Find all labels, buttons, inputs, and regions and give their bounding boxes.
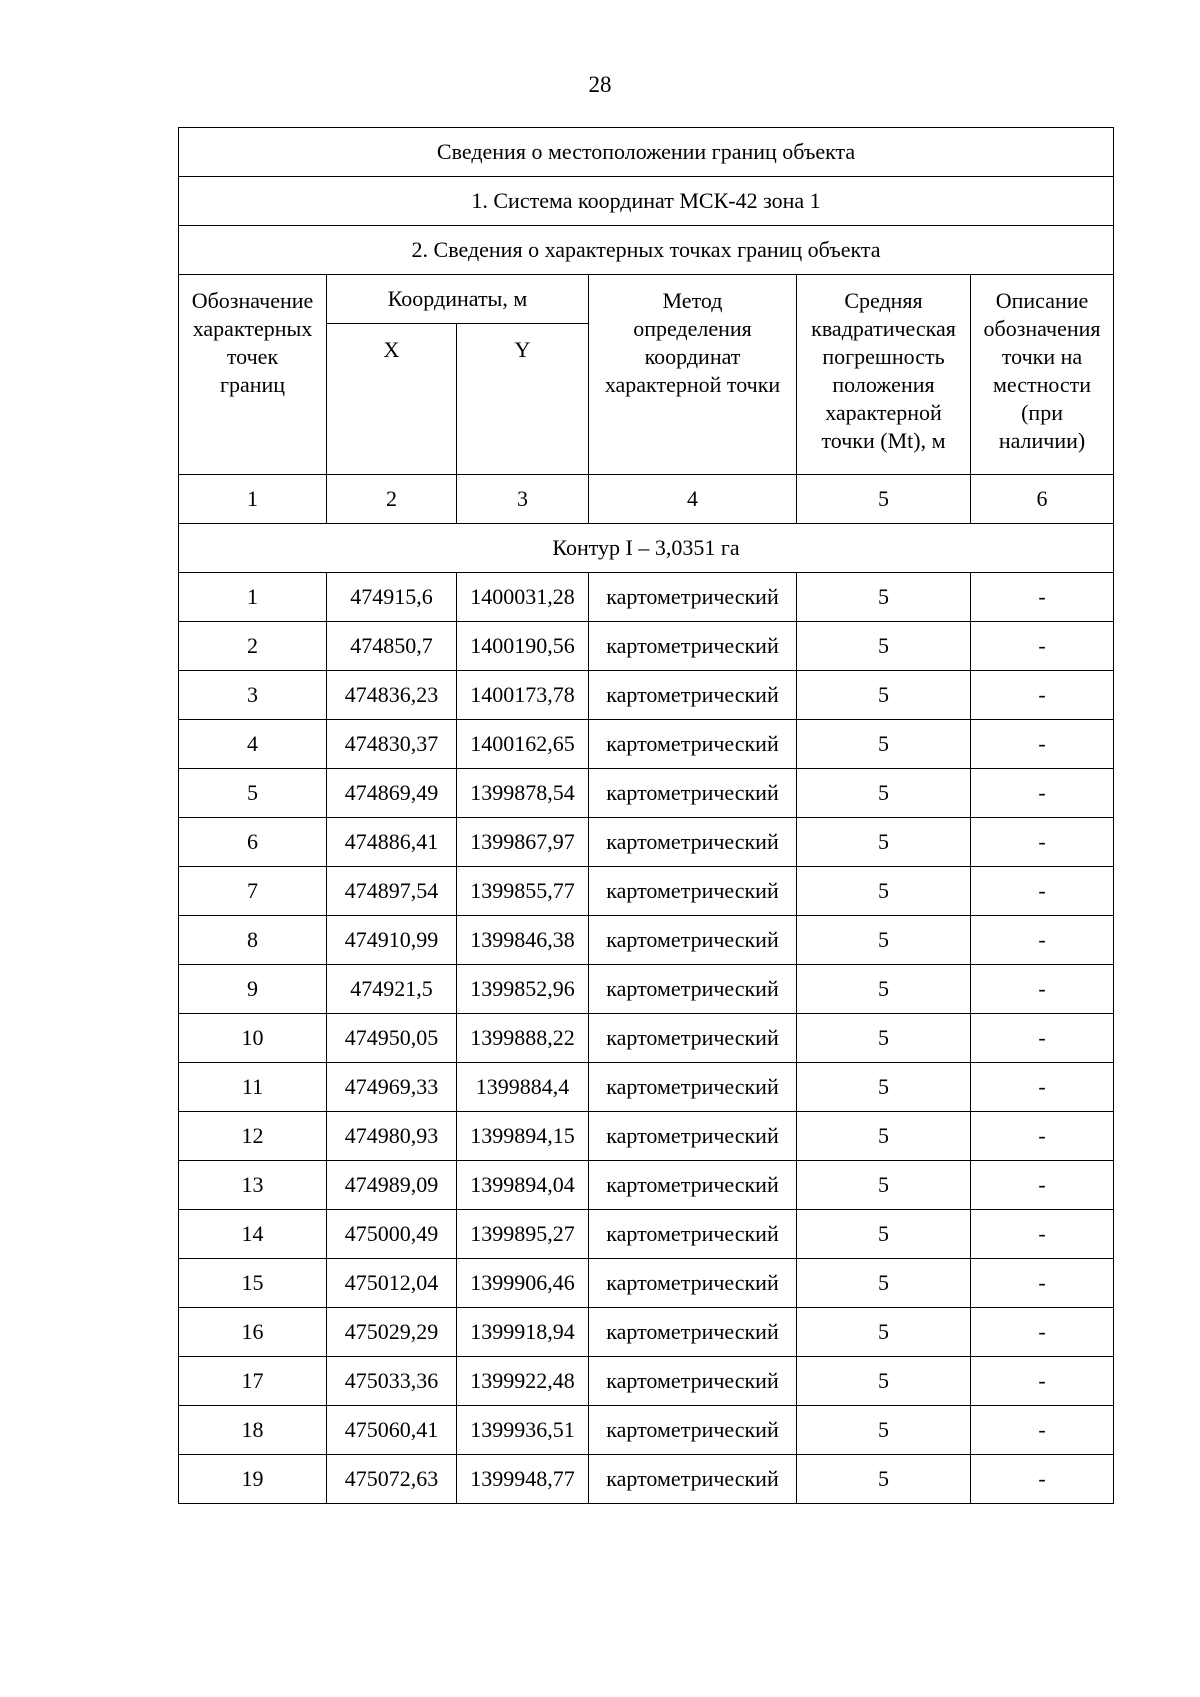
description-cell: - [971,720,1114,769]
error-cell: 5 [797,1308,971,1357]
table-row [179,1455,1114,1504]
x-coordinate-cell: 475033,36 [327,1357,457,1406]
description-cell: - [971,1014,1114,1063]
header-x: X [327,324,457,475]
y-coordinate-cell: 1399852,96 [457,965,589,1014]
column-number: 6 [971,475,1114,524]
method-cell: картометрический [589,867,797,916]
header-line: характерной [825,400,942,425]
x-coordinate-cell: 474830,37 [327,720,457,769]
method-cell: картометрический [589,1161,797,1210]
header-error [797,275,971,475]
header-line: характерной точки [604,372,781,397]
table-row [179,671,1114,720]
point-number-cell: 3 [179,671,327,720]
point-number-cell: 15 [179,1259,327,1308]
description-cell: - [971,1112,1114,1161]
header-line: характерных [192,316,313,341]
point-number-cell: 11 [179,1063,327,1112]
method-cell: картометрический [589,1357,797,1406]
table-row [179,1210,1114,1259]
x-coordinate-cell: 475060,41 [327,1406,457,1455]
y-coordinate-cell: 1399948,77 [457,1455,589,1504]
error-cell: 5 [797,1210,971,1259]
table-row [179,1308,1114,1357]
y-coordinate-cell: 1399846,38 [457,916,589,965]
x-coordinate-cell: 474886,41 [327,818,457,867]
table-row [179,1357,1114,1406]
x-coordinate-cell: 474910,99 [327,916,457,965]
error-cell: 5 [797,720,971,769]
error-cell: 5 [797,1063,971,1112]
header-line: точки на [1001,344,1083,369]
column-number: 3 [457,475,589,524]
point-number-cell: 7 [179,867,327,916]
header-line: Обозначение [191,288,314,313]
error-cell: 5 [797,818,971,867]
x-coordinate-cell: 474836,23 [327,671,457,720]
description-cell: - [971,1406,1114,1455]
method-cell: картометрический [589,1406,797,1455]
table-title: Сведения о местоположении границ объекта [179,128,1114,177]
points-title: 2. Сведения о характерных точках границ объекта [179,226,1114,275]
table-row [179,1063,1114,1112]
x-coordinate-cell: 474969,33 [327,1063,457,1112]
table-row [179,1161,1114,1210]
description-cell: - [971,818,1114,867]
header-line: точек [226,344,279,369]
x-coordinate-cell: 474850,7 [327,622,457,671]
table-row [179,769,1114,818]
method-cell: картометрический [589,1112,797,1161]
point-number-cell: 17 [179,1357,327,1406]
x-coordinate-cell: 474869,49 [327,769,457,818]
method-cell: картометрический [589,1063,797,1112]
header-line: границ [219,372,286,397]
y-coordinate-cell: 1399855,77 [457,867,589,916]
description-cell: - [971,1357,1114,1406]
point-number-cell: 9 [179,965,327,1014]
x-coordinate-cell: 475029,29 [327,1308,457,1357]
description-cell: - [971,671,1114,720]
point-number-cell: 1 [179,573,327,622]
table-row [179,916,1114,965]
method-cell: картометрический [589,1210,797,1259]
y-coordinate-cell: 1399894,04 [457,1161,589,1210]
point-number-cell: 2 [179,622,327,671]
point-number-cell: 4 [179,720,327,769]
method-cell: картометрический [589,916,797,965]
error-cell: 5 [797,965,971,1014]
point-number-cell: 8 [179,916,327,965]
header-line: точки (Mt), м [821,428,946,453]
y-coordinate-cell: 1399888,22 [457,1014,589,1063]
method-cell: картометрический [589,1455,797,1504]
method-cell: картометрический [589,573,797,622]
table-row [179,1406,1114,1455]
table-row [179,1259,1114,1308]
y-coordinate-cell: 1400190,56 [457,622,589,671]
y-coordinate-cell: 1399918,94 [457,1308,589,1357]
description-cell: - [971,1063,1114,1112]
y-coordinate-cell: 1399884,4 [457,1063,589,1112]
page-number: 28 [588,72,612,97]
method-cell: картометрический [589,720,797,769]
header-point-designation [179,275,327,475]
header-line: положения [832,372,935,397]
header-line: Описание [995,288,1089,313]
x-coordinate-cell: 475012,04 [327,1259,457,1308]
point-number-cell: 16 [179,1308,327,1357]
error-cell: 5 [797,1259,971,1308]
table-row [179,573,1114,622]
header-line: (при [1021,400,1063,425]
table-row [179,818,1114,867]
x-coordinate-cell: 474989,09 [327,1161,457,1210]
description-cell: - [971,1308,1114,1357]
method-cell: картометрический [589,671,797,720]
contour-label: Контур I – 3,0351 га [179,524,1114,573]
method-cell: картометрический [589,965,797,1014]
error-cell: 5 [797,1357,971,1406]
description-cell: - [971,573,1114,622]
header-description [971,275,1114,475]
point-number-cell: 6 [179,818,327,867]
header-line: наличии) [998,428,1086,453]
error-cell: 5 [797,671,971,720]
error-cell: 5 [797,1406,971,1455]
point-number-cell: 14 [179,1210,327,1259]
error-cell: 5 [797,916,971,965]
y-coordinate-cell: 1399906,46 [457,1259,589,1308]
description-cell: - [971,622,1114,671]
y-coordinate-cell: 1399922,48 [457,1357,589,1406]
method-cell: картометрический [589,818,797,867]
point-number-cell: 12 [179,1112,327,1161]
header-line: Метод [662,288,723,313]
header-line: погрешность [822,344,945,369]
error-cell: 5 [797,622,971,671]
table-row [179,867,1114,916]
header-line: координат [644,344,741,369]
point-number-cell: 5 [179,769,327,818]
description-cell: - [971,769,1114,818]
point-number-cell: 10 [179,1014,327,1063]
method-cell: картометрический [589,1308,797,1357]
table-row [179,720,1114,769]
method-cell: картометрический [589,769,797,818]
y-coordinate-cell: 1399867,97 [457,818,589,867]
y-coordinate-cell: 1399878,54 [457,769,589,818]
error-cell: 5 [797,1455,971,1504]
y-coordinate-cell: 1399895,27 [457,1210,589,1259]
header-y: Y [457,324,589,475]
description-cell: - [971,916,1114,965]
coordinate-system: 1. Система координат МСК-42 зона 1 [179,177,1114,226]
table-row [179,622,1114,671]
description-cell: - [971,1259,1114,1308]
x-coordinate-cell: 474921,5 [327,965,457,1014]
method-cell: картометрический [589,1259,797,1308]
column-number: 5 [797,475,971,524]
method-cell: картометрический [589,622,797,671]
header-line: квадратическая [811,316,956,341]
description-cell: - [971,867,1114,916]
x-coordinate-cell: 474915,6 [327,573,457,622]
y-coordinate-cell: 1399936,51 [457,1406,589,1455]
column-number: 1 [179,475,327,524]
point-number-cell: 18 [179,1406,327,1455]
table-row [179,1112,1114,1161]
header-method [589,275,797,475]
table-row [179,965,1114,1014]
x-coordinate-cell: 475072,63 [327,1455,457,1504]
x-coordinate-cell: 475000,49 [327,1210,457,1259]
header-line: местности [992,372,1092,397]
error-cell: 5 [797,1161,971,1210]
x-coordinate-cell: 474950,05 [327,1014,457,1063]
header-coordinates: Координаты, м [327,275,589,324]
column-number: 4 [589,475,797,524]
method-cell: картометрический [589,1014,797,1063]
table-row [179,1014,1114,1063]
error-cell: 5 [797,1014,971,1063]
point-number-cell: 19 [179,1455,327,1504]
description-cell: - [971,1161,1114,1210]
x-coordinate-cell: 474897,54 [327,867,457,916]
error-cell: 5 [797,769,971,818]
y-coordinate-cell: 1400162,65 [457,720,589,769]
header-line: обозначения [983,316,1101,341]
header-line: Средняя [844,288,923,313]
description-cell: - [971,965,1114,1014]
point-number-cell: 13 [179,1161,327,1210]
y-coordinate-cell: 1399894,15 [457,1112,589,1161]
header-line: определения [633,316,752,341]
description-cell: - [971,1210,1114,1259]
error-cell: 5 [797,573,971,622]
y-coordinate-cell: 1400173,78 [457,671,589,720]
y-coordinate-cell: 1400031,28 [457,573,589,622]
error-cell: 5 [797,867,971,916]
column-number: 2 [327,475,457,524]
description-cell: - [971,1455,1114,1504]
boundary-table [178,127,1114,1504]
x-coordinate-cell: 474980,93 [327,1112,457,1161]
error-cell: 5 [797,1112,971,1161]
